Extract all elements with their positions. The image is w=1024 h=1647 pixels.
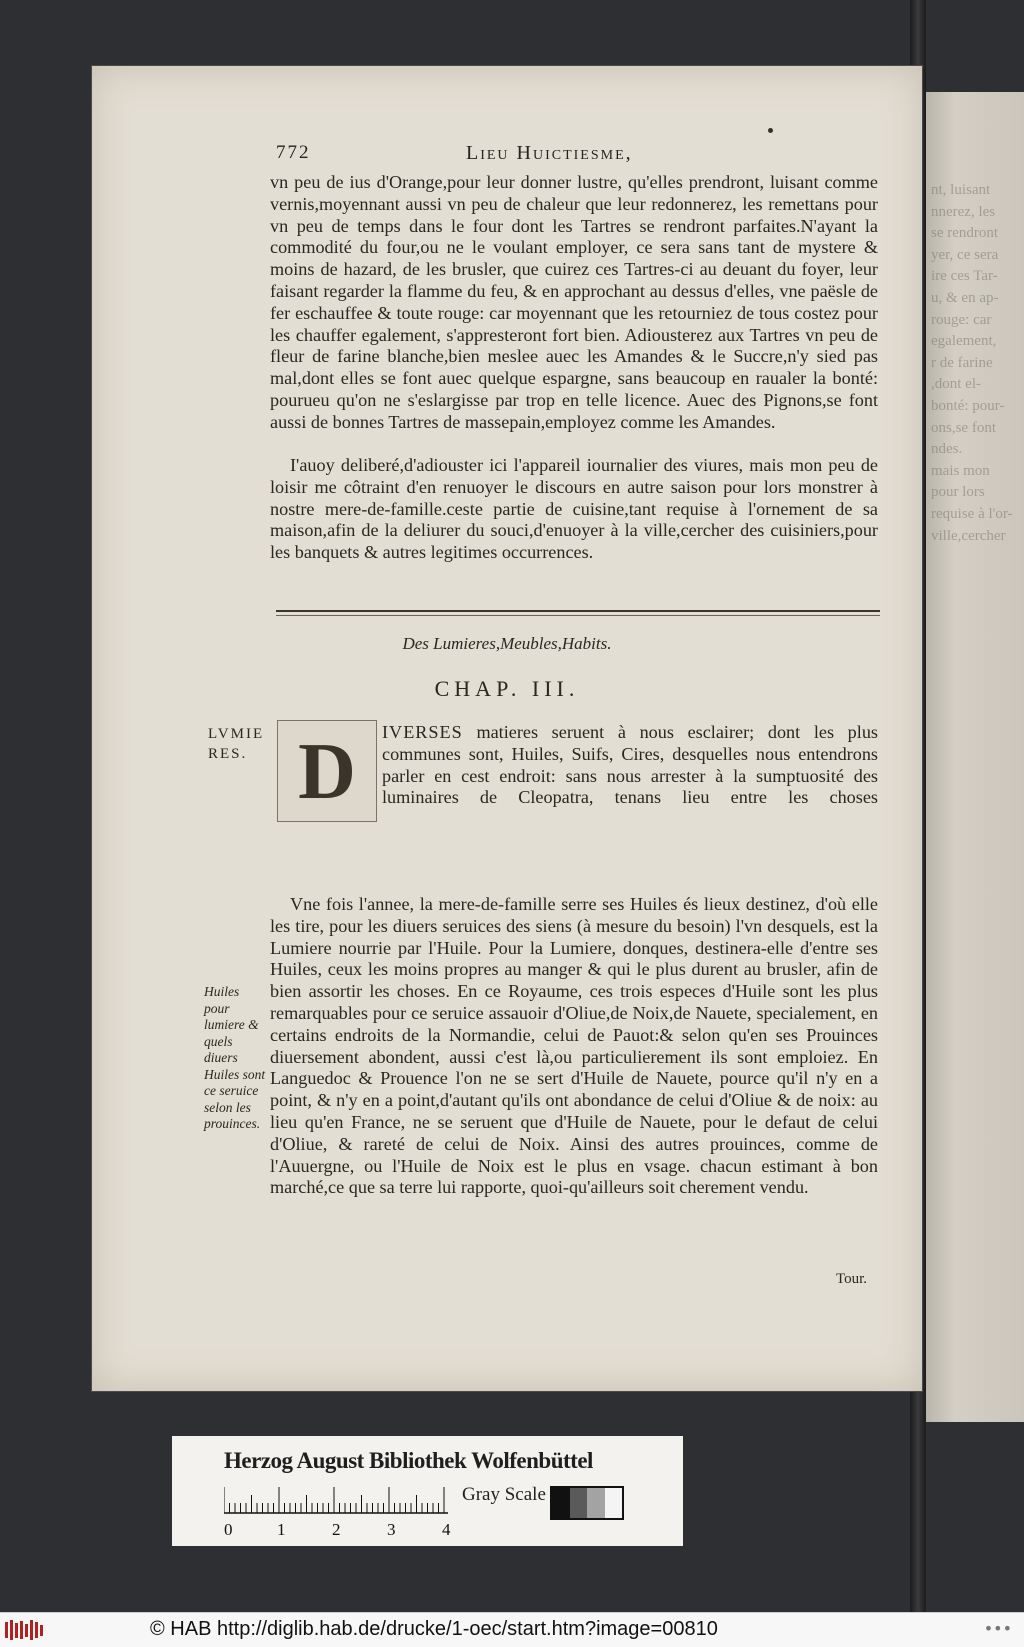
book-page bbox=[92, 66, 922, 1391]
initial-letter: D bbox=[298, 728, 356, 816]
next-page-fragment: bonté: pour- bbox=[931, 398, 1005, 414]
next-page-edge bbox=[925, 92, 1024, 1422]
marginal-note: Huiles pour lumiere & quels diuers Huiles sont ce seruice selon les prouinces. bbox=[204, 984, 266, 1131]
paragraph-2: I'auoy deliberé,d'adiouster ici l'appareil iournalier des viures, mais mon peu de loisir me côtraint d'en renuoyer le discours en autre saison pour lors monstrer à nostre mere-de-famille.ceste partie de cuisine,tant requise à l'ornement de sa maison,afin de la deliurer du souci,d'enuoyer à la ville,cercher des cuisiniers,pour les banquets & autres legitimes occurrences. bbox=[270, 455, 878, 563]
source-link[interactable]: © HAB http://diglib.hab.de/drucke/1-oec/start.htm?image=00810 bbox=[150, 1618, 718, 1640]
ink-speck bbox=[768, 128, 773, 133]
next-page-fragment: nt, luisant bbox=[931, 182, 991, 198]
paragraph-3-lead: IVERSES bbox=[382, 722, 463, 742]
page-number: 772 bbox=[276, 142, 311, 163]
paragraph-3-first-lines bbox=[382, 722, 878, 809]
paragraph-4: Vne fois l'annee, la mere-de-famille serre ses Huiles és lieux destinez, d'où elle les tire, pour les diuers seruices des siens (à mesure du besoin) l'vn desquels, est la Lumiere nourrie par l'Huile. Pour la Lumiere, donques, destinera-elle d'entre ses Huiles, ceux les moins propres au manger & qui le plus durent au brusler, afin de bien assortir les choses. En ce Royaume, ces trois especes d'Huile sont les plus remarquables pour ce seruice assauoir d'Oliue,de Noix,de Nauete, specialement, en certains endroits de la Normandie, celui de Pauot:& selon qu'en ses Prouinces diuersement abondent, aussi c'est là,ou particulierement ils sont emploiez. En Languedoc & Prouence l'on ne se sert d'Huile de Nauete, pource qu'il n'y en a point, & n'y en a point,d'autant qu'ils ont abondance de celui d'Oliue & de noix: au lieu qu'en France, ne se seruent que d'Huile de Nauete, pour le defaut de celui d'Oliue, & rareté de celui de Noix. Ainsi des autres prouinces, comme de l'Auuergne, ou l'Huile de Noix est le plus en vsage. chacun estimant à bon marché,ce que sa terre lui rapporte, quoi-qu'ailleurs soit cherement vendu. bbox=[270, 894, 878, 1198]
next-page-fragment: se rendront bbox=[931, 225, 999, 242]
hab-logo-icon bbox=[4, 1619, 44, 1641]
next-page-fragment: rouge: car bbox=[931, 311, 992, 328]
side-heading: LVMIE RES. bbox=[208, 726, 265, 762]
gray-scale-label: Gray Scale bbox=[462, 1484, 546, 1505]
chapter-heading: CHAP. III. bbox=[434, 676, 580, 701]
running-head bbox=[276, 142, 946, 172]
scale-number-3: 3 bbox=[387, 1520, 396, 1539]
paragraph-3-text: matieres seruent à nous esclairer; dont les plus communes sont, Huiles, Suifs, Cires, desquelles nous entendrons parler en cest endroit: sans nous arrester à la sumptuosité des luminaires de Cleopatra, tenans lieu entre les choses bbox=[382, 722, 878, 808]
next-page-fragment: ndes. bbox=[931, 441, 963, 458]
more-dots-icon[interactable]: ••• bbox=[983, 1619, 1012, 1638]
catchword: Tour. bbox=[836, 1271, 868, 1287]
next-page-fragment: u, & en ap- bbox=[931, 290, 999, 306]
swatch-dark-gray bbox=[570, 1488, 588, 1518]
running-title: Lieu Huictiesme, bbox=[466, 142, 633, 164]
section-rule-thin bbox=[276, 615, 880, 616]
next-page-fragment: ons,se font bbox=[931, 419, 996, 436]
next-page-fragment: egalement, bbox=[931, 333, 997, 350]
scale-number-2: 2 bbox=[332, 1520, 341, 1539]
gray-swatches bbox=[550, 1486, 624, 1520]
next-page-fragment: r de farine bbox=[931, 354, 993, 371]
scale-number-0: 0 bbox=[224, 1520, 233, 1539]
next-page-fragment: requise à l'or- bbox=[931, 506, 1013, 522]
next-page-fragment: ville,cercher bbox=[931, 527, 1006, 544]
next-page-fragment: yer, ce sera bbox=[931, 246, 999, 263]
paragraph-1: vn peu de ius d'Orange,pour leur donner lustre, qu'elles prendront, luisant comme vernis,moyennant aussi vn peu de chaleur que leur redonnerez, les remettans pour vn peu de temps dans le four dont les Tartres se rendront parfaites.N'ayant la commodité du four,ou ne le voulant employer, ce sera sans tant de mystere & moins de hazard, de les brusler, que cuirez ces Tartres-ci au deuant du foyer, leur faisant regarder la flamme du feu, & en approchant au dessus d'elles, vne paësle de fer eschauffee & toute rouge: car moyennant que les retourniez de tous costez pour les chauffer egalement, s'appresteront fort bien. Adiousterez aux Tartres vn peu de fleur de farine blanche,bien meslee auec les Amandes & le Succre,n'y sied pas mal,dont elles se font auec quelque espargne, sans beaucoup en raualer la bonté: pourueu qu'on ne s'eslargisse par trop en telle licence. Auec des Pignons,se font aussi de bonnes Tartres de massepain,employez comme les Amandes. bbox=[270, 172, 878, 432]
viewer-footer bbox=[0, 1612, 1024, 1647]
next-page-fragment: nnerez, les bbox=[931, 203, 996, 220]
next-page-fragment: ,dont el- bbox=[931, 376, 981, 393]
swatch-white bbox=[605, 1488, 623, 1518]
scale-number-1: 1 bbox=[277, 1520, 286, 1539]
scale-number-4: 4 bbox=[442, 1520, 451, 1539]
swatch-light-gray bbox=[587, 1488, 605, 1518]
next-page-fragment: ire ces Tar- bbox=[931, 268, 998, 285]
ruler-scale bbox=[224, 1486, 448, 1514]
section-rule bbox=[276, 610, 880, 612]
scale-numbers bbox=[224, 1520, 464, 1540]
color-calibration-card bbox=[172, 1436, 683, 1546]
section-subtitle: Des Lumieres,Meubles,Habits. bbox=[402, 634, 612, 653]
ornamental-initial bbox=[277, 720, 377, 822]
next-page-fragment: mais mon bbox=[931, 462, 990, 479]
swatch-black bbox=[552, 1488, 570, 1518]
library-name: Herzog August Bibliothek Wolfenbüttel bbox=[224, 1448, 593, 1473]
next-page-fragment: pour lors bbox=[931, 484, 985, 501]
